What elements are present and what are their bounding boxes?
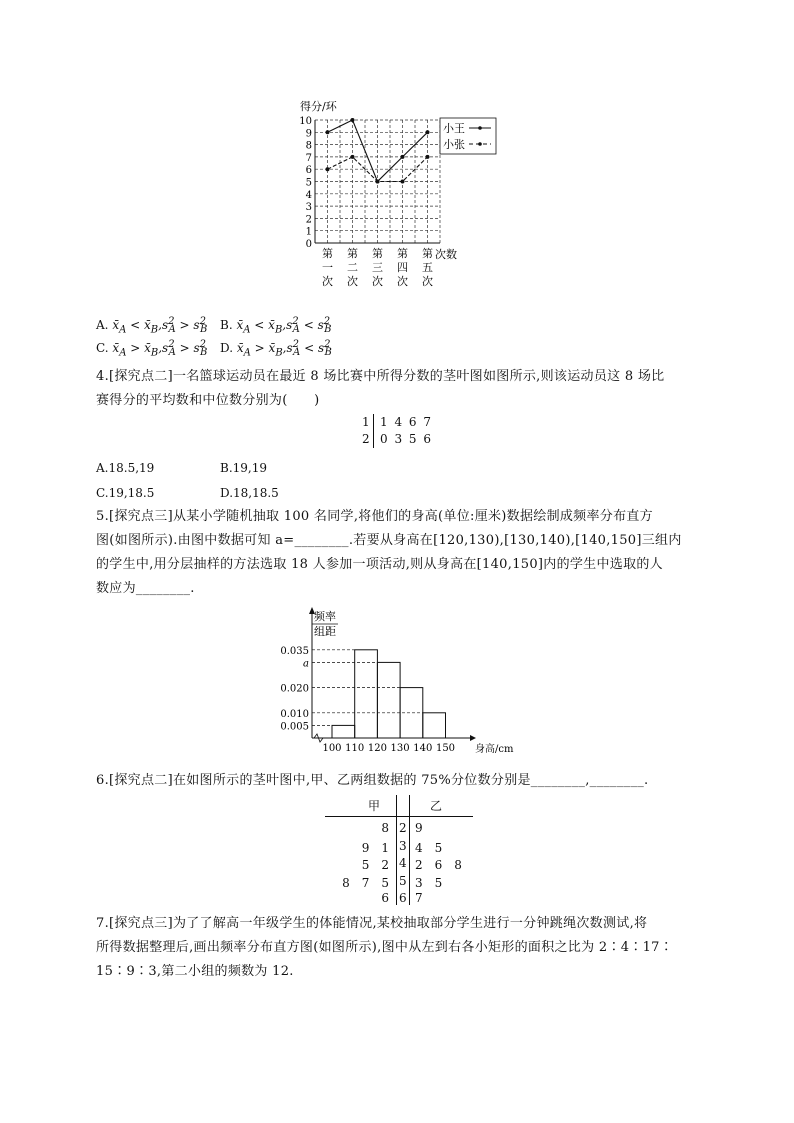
legend-marker bbox=[478, 142, 482, 146]
y-tick-label: 1 bbox=[305, 226, 312, 238]
data-point bbox=[376, 180, 380, 184]
q4-stem-1: 1 bbox=[362, 415, 370, 429]
q6-left-leaves: 5 2 bbox=[361, 858, 389, 872]
q4-leaves-1: 1 4 6 7 bbox=[380, 415, 431, 429]
histogram-bar bbox=[332, 725, 355, 738]
q6-left-leaves: 8 bbox=[381, 821, 389, 835]
q6-stem: 6 bbox=[399, 891, 407, 905]
q6-right-leaves: 2 6 8 bbox=[415, 858, 462, 872]
q5-line2: 图(如图所示).由图中数据可知 a=________.若要从身高在[120,130),[130,140),[140,150]三组内 bbox=[96, 533, 682, 548]
q7-line1: 7.[探究点三]为了了解高一年级学生的体能情况,某校抽取部分学生进行一分钟跳绳次数测试,将 bbox=[96, 916, 648, 931]
y-tick-label: 9 bbox=[305, 128, 312, 140]
q3-option-b: B. $x̄_A$ < $x̄_B,s^2_A < s^2_B$ bbox=[220, 316, 332, 336]
chart-legend bbox=[440, 118, 496, 154]
x-tick-label: 120 bbox=[367, 743, 387, 754]
question-7 bbox=[96, 912, 706, 984]
q7-line2: 所得数据整理后,画出频率分布直方图(如图所示),图中从左到右各小矩形的面积之比为 2∶4∶17∶ bbox=[96, 940, 674, 955]
histogram-chart bbox=[270, 606, 530, 758]
legend-label: 小张 bbox=[443, 138, 465, 151]
q6-stem: 3 bbox=[399, 838, 407, 853]
x-axis-label: 身高/cm bbox=[475, 744, 514, 755]
x-axis-label: 次数 bbox=[435, 248, 457, 261]
data-point bbox=[426, 155, 430, 159]
q6-left-leaves: 6 bbox=[381, 891, 389, 905]
x-tick-label: 第一次 bbox=[322, 247, 333, 288]
y-tick-label: 6 bbox=[305, 165, 312, 177]
q4-option-a: A.18.5,19 bbox=[96, 461, 155, 475]
x-tick-label: 第三次 bbox=[372, 247, 383, 288]
histogram-bar bbox=[423, 713, 446, 738]
q3-option-c: C. $x̄_A$ > $x̄_B,s^2_A > s^2_B$ bbox=[96, 339, 208, 359]
y-tick-label: 0.035 bbox=[280, 645, 309, 657]
data-point bbox=[401, 155, 405, 159]
q6-stem: 2 bbox=[399, 821, 407, 835]
q6-right-leaves: 4 5 bbox=[415, 840, 443, 855]
q4-stem-leaf bbox=[360, 414, 440, 448]
y-tick-label: 0.020 bbox=[280, 683, 309, 695]
legend-marker bbox=[478, 126, 482, 130]
data-point bbox=[326, 130, 330, 134]
q4-option-d: D.18,18.5 bbox=[220, 486, 279, 500]
data-point bbox=[351, 155, 355, 159]
x-axis-arrow bbox=[470, 735, 476, 741]
histogram-bar bbox=[355, 650, 378, 738]
x-tick-label: 第二次 bbox=[347, 247, 358, 288]
q6-right-leaves: 9 bbox=[415, 821, 423, 835]
chart-axes bbox=[299, 116, 440, 288]
histogram-bars bbox=[332, 650, 446, 738]
q3-option-d: D. $x̄_A$ > $x̄_B,s^2_A < s^2_B$ bbox=[220, 339, 332, 359]
q4-option-b: B.19,19 bbox=[220, 461, 267, 475]
y-tick-label: 0.005 bbox=[280, 721, 309, 733]
data-point bbox=[326, 167, 330, 171]
question-5 bbox=[96, 505, 706, 601]
q6-right-leaves: 7 bbox=[415, 891, 423, 905]
legend-label: 小王 bbox=[443, 122, 465, 135]
x-tick-label: 150 bbox=[435, 743, 456, 754]
x-tick-label: 140 bbox=[413, 743, 433, 754]
y-axis-label-top: 频率 bbox=[314, 610, 336, 623]
line-chart bbox=[290, 96, 510, 291]
q6-line1: 6.[探究点二]在如图所示的茎叶图中,甲、乙两组数据的 75%分位数分别是________,________. bbox=[96, 773, 649, 788]
q6-stem: 4 bbox=[399, 856, 407, 870]
x-tick-label: 100 bbox=[322, 743, 342, 754]
q4-option-c: C.19,18.5 bbox=[96, 486, 155, 500]
q4-stem-2: 2 bbox=[362, 432, 370, 446]
y-tick-label: 7 bbox=[305, 152, 312, 164]
q4-line1: 4.[探究点二]一名篮球运动员在最近 8 场比赛中所得分数的茎叶图如图所示,则该运动员这 8 场比 bbox=[96, 369, 665, 384]
y-axis-label: 得分/环 bbox=[300, 100, 337, 113]
y-tick-label: a bbox=[303, 658, 309, 670]
histogram-axes bbox=[280, 607, 476, 754]
y-tick-label: 5 bbox=[305, 177, 312, 189]
q5-line4: 数应为________. bbox=[96, 581, 195, 596]
y-axis-label-bottom: 组距 bbox=[314, 625, 336, 638]
q6-stem: 5 bbox=[399, 873, 407, 888]
y-tick-label: 0 bbox=[305, 239, 312, 250]
q5-line3: 的学生中,用分层抽样的方法选取 18 人参加一项活动,则从身高在[140,150]内的学生中选取的人 bbox=[96, 557, 663, 572]
histogram-bar bbox=[377, 662, 400, 738]
y-tick-label: 2 bbox=[305, 214, 312, 226]
x-tick-label: 第四次 bbox=[397, 247, 408, 288]
question-6 bbox=[96, 769, 706, 793]
q6-stem-leaf bbox=[325, 795, 475, 905]
q6-left-leaves: 9 1 bbox=[361, 840, 389, 855]
y-tick-label: 3 bbox=[305, 202, 312, 214]
q6-head-right: 乙 bbox=[430, 799, 443, 813]
question-4 bbox=[96, 365, 706, 413]
data-point bbox=[401, 180, 405, 184]
q5-line1: 5.[探究点三]从某小学随机抽取 100 名同学,将他们的身高(单位:厘米)数据绘制成频率分布直方 bbox=[96, 509, 653, 524]
q4-leaves-2: 0 3 5 6 bbox=[380, 432, 431, 446]
y-tick-label: 4 bbox=[305, 189, 312, 201]
y-tick-label: 10 bbox=[299, 116, 312, 127]
q6-head-left: 甲 bbox=[368, 799, 381, 813]
data-point bbox=[426, 130, 430, 134]
q4-line2: 赛得分的平均数和中位数分别为( ) bbox=[96, 393, 320, 408]
q3-option-a: A. $x̄_A$ < $x̄_B,s^2_A > s^2_B$ bbox=[96, 316, 208, 336]
y-tick-label: 0.010 bbox=[280, 708, 309, 720]
data-point bbox=[351, 118, 355, 122]
x-tick-label: 第五次 bbox=[422, 247, 433, 288]
q7-line3: 15∶9∶3,第二小组的频数为 12. bbox=[96, 964, 294, 979]
x-tick-label: 110 bbox=[345, 743, 365, 754]
q6-left-leaves: 8 7 5 bbox=[342, 875, 389, 890]
q6-right-leaves: 3 5 bbox=[415, 875, 443, 890]
x-tick-label: 130 bbox=[390, 743, 410, 754]
y-tick-label: 8 bbox=[305, 140, 312, 152]
